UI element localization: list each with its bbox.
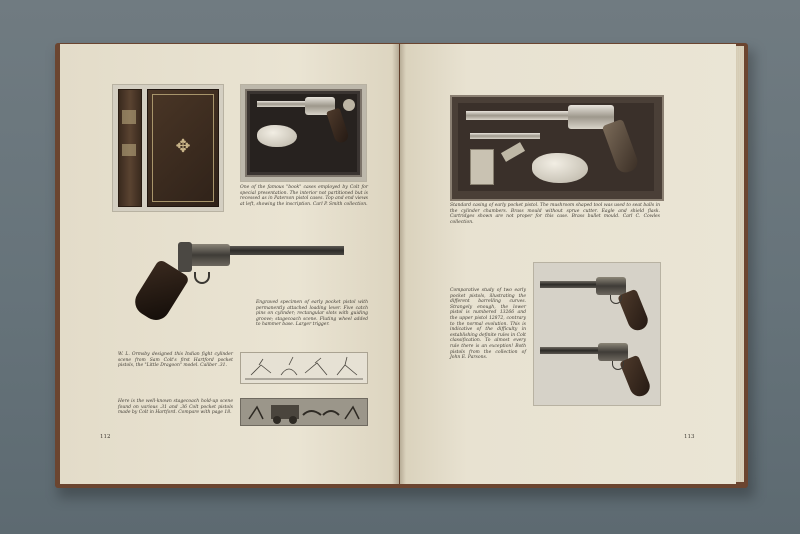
casing-caption: Standard casing of early pocket pistol. The mushroom shaped tool was used to seat balls in the cylinder chambers. Brass mould without sprue cutter. Eagle and shield flask. Cartridges shown are not proper for this case. Brass bullet mould. Carl C. Cowles collection. <box>450 203 660 225</box>
book-front-cover <box>147 89 219 207</box>
indian-fight-drawing <box>241 353 367 383</box>
book-case-caption: One of the famous "book" cases employed by Colt for special presentation. The interior not partitioned but is recessed as in Paterson pistol cases. Top and end views at left, showing the inscription. Carl P. Smith collection. <box>240 185 368 207</box>
case-interior <box>245 89 362 177</box>
page-number-right: 113 <box>684 434 695 440</box>
pistol-cylinder <box>188 244 230 266</box>
casing-photo <box>450 95 664 201</box>
pistol-barrel <box>257 101 312 107</box>
stagecoach-drawing <box>241 399 367 425</box>
book-spine <box>118 89 142 207</box>
pistol-barrel <box>220 246 344 255</box>
stagecoach-scene <box>240 398 368 426</box>
open-case-photo <box>240 84 367 182</box>
ornament-icon: ✥ <box>175 136 191 157</box>
stagecoach-caption: Here is the well-known stagecoach hold-up scene found on various .31 and .36 Colt pocket pistols made by Colt in Hartford. Compare with page 18. <box>118 399 233 416</box>
book-gutter <box>392 44 406 484</box>
pistol-barrel <box>466 111 576 120</box>
indian-fight-scene <box>240 352 368 384</box>
loading-tool <box>470 133 540 139</box>
powder-flask <box>532 153 588 183</box>
comparative-caption: Comparative study of two early pocket pistols, illustrating the different barrelling curves. Strangely enough, the lower pistol is numbered 13266 and the upper pistol 12872, contrary to the normal evolution. This is indicative of the difficulty in establishing definite rules in Colt classification. To almost every rule there is an exception! Both pistols from the collection of John E. Parsons. <box>450 288 526 361</box>
powder-flask <box>257 125 297 147</box>
upper-pistol <box>540 273 656 329</box>
page-edges <box>736 46 744 482</box>
pistol-caption: Engraved specimen of early pocket pistol with permanently attached loading lever. Five catch pins on cylinder; rectangular slots with guiding groove; stagecoach scene. Fluting wheel added to hammer base. Larger trigger. <box>256 300 368 328</box>
lower-pistol <box>540 341 656 399</box>
comparative-pistols-photo <box>533 262 661 406</box>
indian-fight-caption: W. L. Ormsby designed this Indian fight cylinder scene from Sam Colt's first Hartford pocket pistols, the "Little Dragoon" model. Caliber .31. <box>118 352 233 369</box>
book-case-photo <box>112 84 224 212</box>
page-number-left: 112 <box>100 434 111 440</box>
